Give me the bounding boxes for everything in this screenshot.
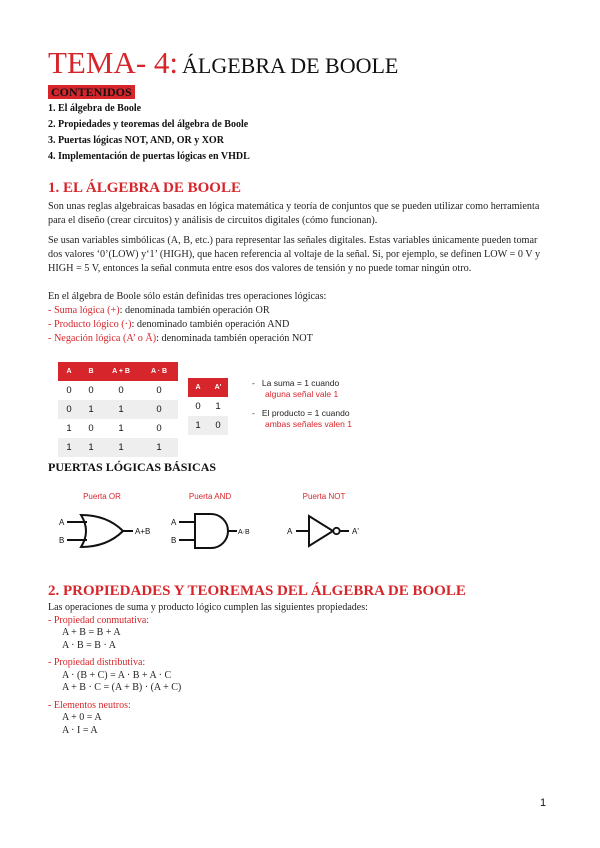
table-header: A · B: [140, 362, 178, 381]
table-cell: 0: [156, 423, 162, 434]
note-text: ambas señales valen 1: [265, 419, 352, 429]
table-cell: 1: [80, 400, 102, 419]
and-gate-icon: [165, 505, 275, 555]
truth-table: [58, 362, 178, 457]
paragraph: Son unas reglas algebraicas basadas en lógica matemática y teoría de conjuntos que se pueden utilizar como herramienta para el diseño (crear circuitos) y análisis de circuitos digitales (cómo funcionan).: [48, 201, 540, 226]
title-text: ÁLGEBRA DE BOOLE: [182, 53, 399, 78]
table-row: [188, 397, 228, 416]
bullet: -: [252, 378, 262, 388]
contents-item: 3. Puertas lógicas NOT, AND, OR y XOR: [48, 135, 224, 146]
table-header: A': [208, 378, 228, 397]
not-gate-icon: [283, 505, 383, 555]
operation-name: - Producto lógico (·): [48, 319, 132, 330]
contents-item: 2. Propiedades y teoremas del álgebra de Boole: [48, 119, 249, 130]
property-name: - Propiedad conmutativa:: [48, 614, 150, 626]
table-row: [188, 416, 228, 435]
table-cell: 1: [102, 438, 140, 457]
input-label: A: [287, 527, 293, 536]
table-cell: 1: [66, 423, 72, 434]
operation-name: - Negación lógica (A’ o Ā): [48, 333, 157, 344]
section1-body: [48, 200, 548, 282]
and-gate-label: Puerta AND: [188, 492, 232, 501]
contents-list: [48, 101, 250, 165]
note-text: alguna señal vale 1: [265, 389, 339, 399]
paragraph: En el álgebra de Boole sólo están definidas tres operaciones lógicas:: [48, 291, 327, 302]
contents-item: 1. El álgebra de Boole: [48, 103, 142, 114]
formula: A + B = B + A: [62, 627, 121, 638]
table-cell: 0: [140, 400, 178, 419]
input-label: B: [59, 536, 65, 545]
table-cell: 0: [88, 385, 94, 396]
operation-name: - Suma lógica (+): [48, 305, 120, 316]
operation-item: [48, 304, 548, 318]
formula: A · (B + C) = A · B + A · C: [62, 669, 172, 681]
operation-item: [48, 332, 548, 346]
note-text: La suma = 1 cuando: [261, 378, 340, 388]
page-title: [48, 46, 398, 86]
table-cell: 0: [208, 416, 228, 435]
section2-heading: 2. PROPIEDADES Y TEOREMAS DEL ÁLGEBRA DE BOOLE: [48, 583, 466, 599]
note-sum: [252, 378, 339, 400]
input-label: B: [171, 536, 177, 545]
table-row: [58, 419, 178, 438]
table-cell: 0: [88, 423, 94, 434]
table-row: [58, 400, 178, 419]
table-cell: 0: [156, 385, 162, 396]
output-label: A+B: [135, 527, 151, 536]
table-row: [58, 381, 178, 400]
table-cell: 1: [188, 416, 208, 435]
input-label: A: [59, 518, 65, 527]
formula: A + B · C = (A + B) · (A + C): [62, 682, 182, 693]
table-cell: 1: [118, 423, 124, 434]
contents-item: 4. Implementación de puertas lógicas en VHDL: [48, 151, 250, 162]
gates-heading: PUERTAS LÓGICAS BÁSICAS: [48, 460, 217, 474]
tema-label: TEMA- 4:: [48, 45, 179, 80]
input-label: A: [171, 518, 177, 527]
section1-heading: 1. EL ÁLGEBRA DE BOOLE: [48, 180, 241, 196]
table-cell: 0: [66, 385, 72, 396]
table-header: B: [80, 362, 102, 381]
page-number: 1: [540, 797, 547, 809]
bullet: -: [252, 408, 262, 418]
operations-intro: [48, 290, 548, 346]
formula: A · I = A: [62, 724, 98, 736]
table-cell: 0: [58, 400, 80, 419]
note-text: El producto = 1 cuando: [261, 408, 350, 418]
table-cell: 0: [118, 385, 124, 396]
operation-item: [48, 318, 548, 332]
table-cell: 0: [195, 401, 201, 412]
table-cell: 1: [80, 438, 102, 457]
property-name: - Elementos neutros:: [48, 699, 131, 711]
not-table: [188, 378, 228, 435]
property-name: - Propiedad distributiva:: [48, 657, 146, 668]
table-cell: 1: [58, 438, 80, 457]
output-label: A': [352, 527, 359, 536]
table-header-row: [188, 378, 228, 397]
table-header: A + B: [102, 362, 140, 381]
or-gate-label: Puerta OR: [83, 492, 121, 501]
paragraph: Las operaciones de suma y producto lógico cumplen las siguientes propiedades:: [48, 602, 368, 613]
table-row: [58, 438, 178, 457]
or-gate-icon: [55, 505, 165, 555]
operation-desc: : denominado también operación AND: [131, 319, 290, 330]
operation-desc: : denominada también operación NOT: [156, 333, 313, 344]
not-gate-label: Puerta NOT: [302, 492, 346, 501]
table-header-row: [58, 362, 178, 381]
output-label: A·B: [238, 529, 250, 536]
table-cell: 1: [215, 401, 221, 412]
properties-block: [48, 602, 368, 737]
operation-desc: : denominada también operación OR: [119, 305, 270, 316]
table-header: A: [58, 362, 80, 381]
table-cell: 1: [102, 400, 140, 419]
paragraph: Se usan variables simbólicas (A, B, etc.) para representar las señales digitales. Estas variables únicamente pueden tomar dos valores ‘0’(LOW) y‘1’ (HIGH), que hacen referencia al voltaje de la señal. Si, por ejemplo, se definen LOW = 0 V y HIGH = 5 V, entonces la señal conmuta entre esos dos valores de tensión y no puede tomar ningún otro.: [48, 235, 541, 274]
formula: A · B = B · A: [62, 639, 116, 651]
note-product: [252, 408, 352, 430]
table-header: A: [188, 378, 208, 397]
formula: A + 0 = A: [62, 712, 102, 723]
contents-heading: CONTENIDOS: [48, 85, 135, 99]
table-cell: 1: [140, 438, 178, 457]
